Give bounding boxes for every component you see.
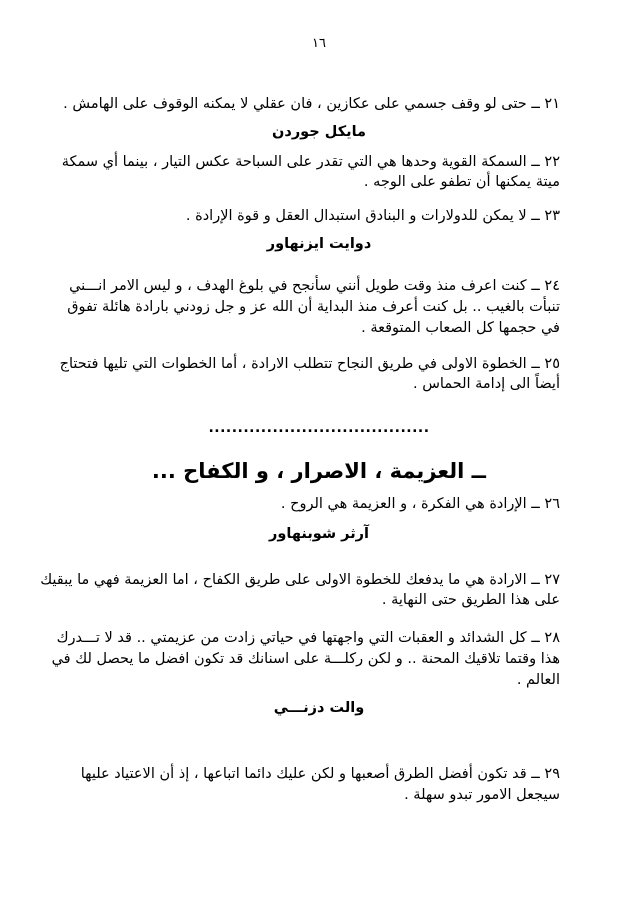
dotted-separator: ...................................... — [208, 420, 430, 436]
quote-21-line-1: ٢١ ــ حتى لو وقف جسمي على عكازين ، فان عقلي لا يمكنه الوقوف على الهامش . — [63, 96, 560, 112]
quote-22-line-1: ٢٢ ــ السمكة القوية وحدها هي التي تقدر على السباحة عكس التيار ، بينما أي سمكة — [61, 154, 560, 170]
quote-25-line-1: ٢٥ ــ الخطوة الاولى في طريق النجاح تتطلب الارادة ، أما الخطوات التي تليها فتحتاج — [59, 356, 560, 372]
quote-27-line-1: ٢٧ ــ الارادة هي ما يدفعك للخطوة الاولى على طريق الكفاح ، اما العزيمة فهي ما يبقيك — [40, 572, 560, 588]
quote-23-line-1: ٢٣ ــ لا يمكن للدولارات و البنادق استبدال العقل و قوة الإرادة . — [185, 208, 560, 224]
quote-24-line-2: تنبأت بالغيب .. بل كنت أعرف منذ البداية أن الله عز و جل زودني بارادة هائلة تفوق — [67, 299, 560, 315]
section-heading: ــ العزيمة ، الاصرار ، و الكفاح ... — [151, 459, 486, 483]
quote-29-line-2: سيجعل الامور تبدو سهلة . — [404, 787, 560, 803]
quote-26-line-1: ٢٦ ــ الإرادة هي الفكرة ، و العزيمة هي الروح . — [280, 496, 560, 512]
quote-24-line-3: في حجمها كل الصعاب المتوقعة . — [361, 320, 560, 336]
author-walt-disney: والت دزنـــي — [273, 700, 365, 716]
quote-28-line-1: ٢٨ ــ كل الشدائد و العقبات التي واجهتها في حياتي زادت من عزيمتي .. قد لا تـــدرك — [56, 630, 560, 646]
page-number: ١٦ — [312, 36, 326, 51]
quote-22-line-2: ميتة يمكنها أن تطفو على الوجه . — [363, 174, 560, 190]
author-dwight-eisenhower: دوايت ايزنهاور — [266, 236, 372, 252]
quote-28-line-3: العالم . — [516, 672, 560, 688]
quote-27-line-2: على هذا الطريق حتى النهاية . — [381, 592, 560, 608]
quote-25-line-2: أيضاً الى إدامة الحماس . — [413, 376, 560, 392]
quote-24-line-1: ٢٤ ــ كنت اعرف منذ وقت طويل أنني سأنجح في بلوغ الهدف ، و ليس الامر انـــني — [69, 278, 560, 294]
author-michael-jordan: مايكل جوردن — [272, 124, 366, 140]
author-arthur-schopenhauer: آرثر شوبنهاور — [269, 526, 369, 542]
quote-28-line-2: هذا وقتما تلاقيك المحنة .. و لكن ركلـــة على اسنانك قد تكون افضل ما يحصل لك في — [51, 651, 560, 667]
quote-29-line-1: ٢٩ ــ قد تكون أفضل الطرق أصعبها و لكن عليك دائما اتباعها ، إذ أن الاعتياد عليها — [80, 766, 560, 782]
